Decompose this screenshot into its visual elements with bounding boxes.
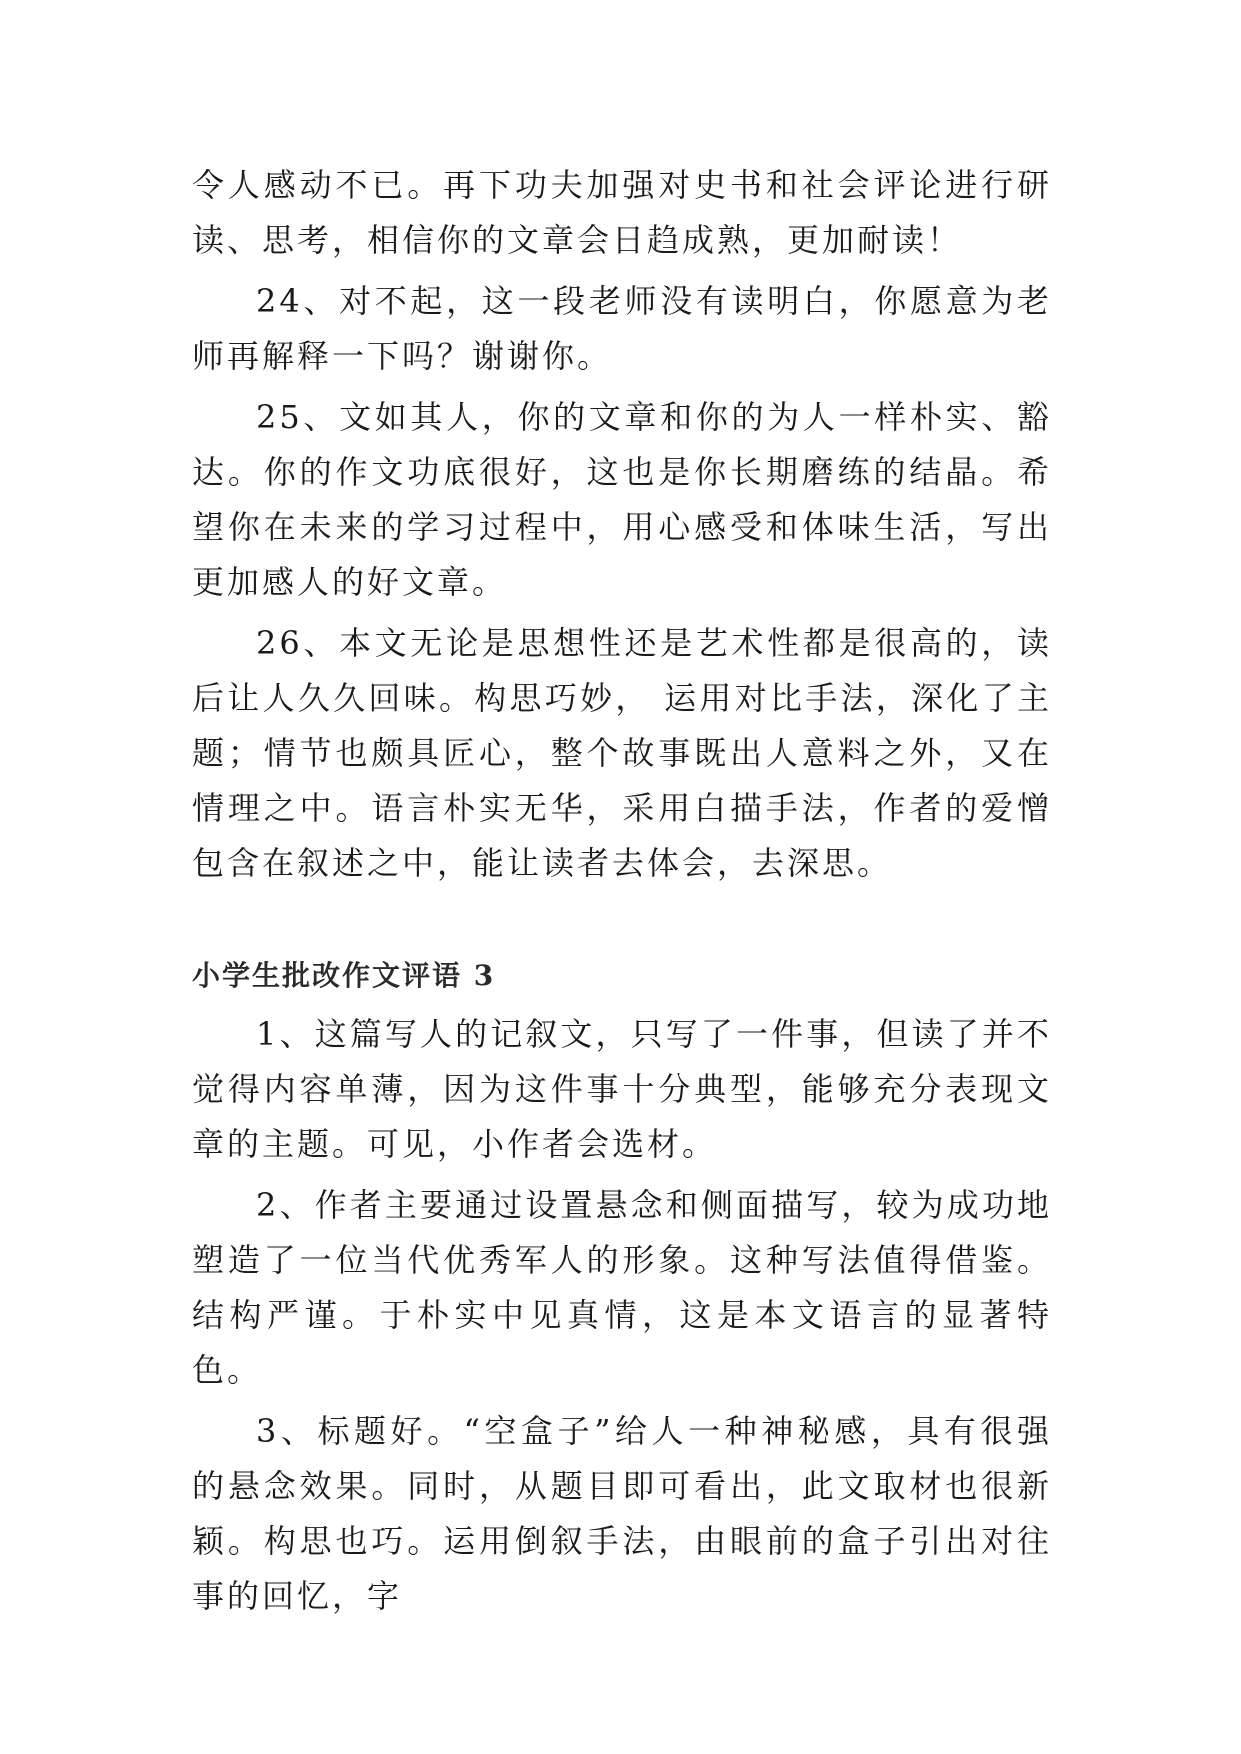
comment-24: 24、对不起，这一段老师没有读明白，你愿意为老师再解释一下吗？谢谢你。 xyxy=(192,282,1052,375)
comment-25: 25、文如其人，你的文章和你的为人一样朴实、豁达。你的作文功底很好，这也是你长期磨练的结晶。希望你在未来的学习过程中，用心感受和体味生活，写出更加感人的好文章。 xyxy=(192,398,1052,601)
continued-paragraph: 令人感动不已。再下功夫加强对史书和社会评论进行研读、思考，相信你的文章会日趋成熟，更加耐读！ xyxy=(192,166,1052,259)
comment-2: 2、作者主要通过设置悬念和侧面描写，较为成功地塑造了一位当代优秀军人的形象。这种写法值得借鉴。结构严谨。于朴实中见真情，这是本文语言的显著特色。 xyxy=(192,1186,1052,1389)
comment-26: 26、本文无论是思想性还是艺术性都是很高的，读后让人久久回味。构思巧妙， 运用对比手法，深化了主题；情节也颇具匠心，整个故事既出人意料之外，又在情理之中。语言朴实无华，采用白描手法，作者的爱憎包含在叙述之中，能让读者去体会，去深思。 xyxy=(192,624,1052,882)
comment-3: 3、标题好。“空盒子”给人一种神秘感，具有很强的悬念效果。同时，从题目即可看出，此文取材也很新颖。构思也巧。运用倒叙手法，由眼前的盒子引出对往事的回忆，字 xyxy=(192,1412,1052,1615)
document-body xyxy=(192,158,1052,1624)
section-heading: 小学生批改作文评语 3 xyxy=(192,959,496,992)
comment-1: 1、这篇写人的记叙文，只写了一件事，但读了并不觉得内容单薄，因为这件事十分典型，能够充分表现文章的主题。可见，小作者会选材。 xyxy=(192,1015,1052,1163)
